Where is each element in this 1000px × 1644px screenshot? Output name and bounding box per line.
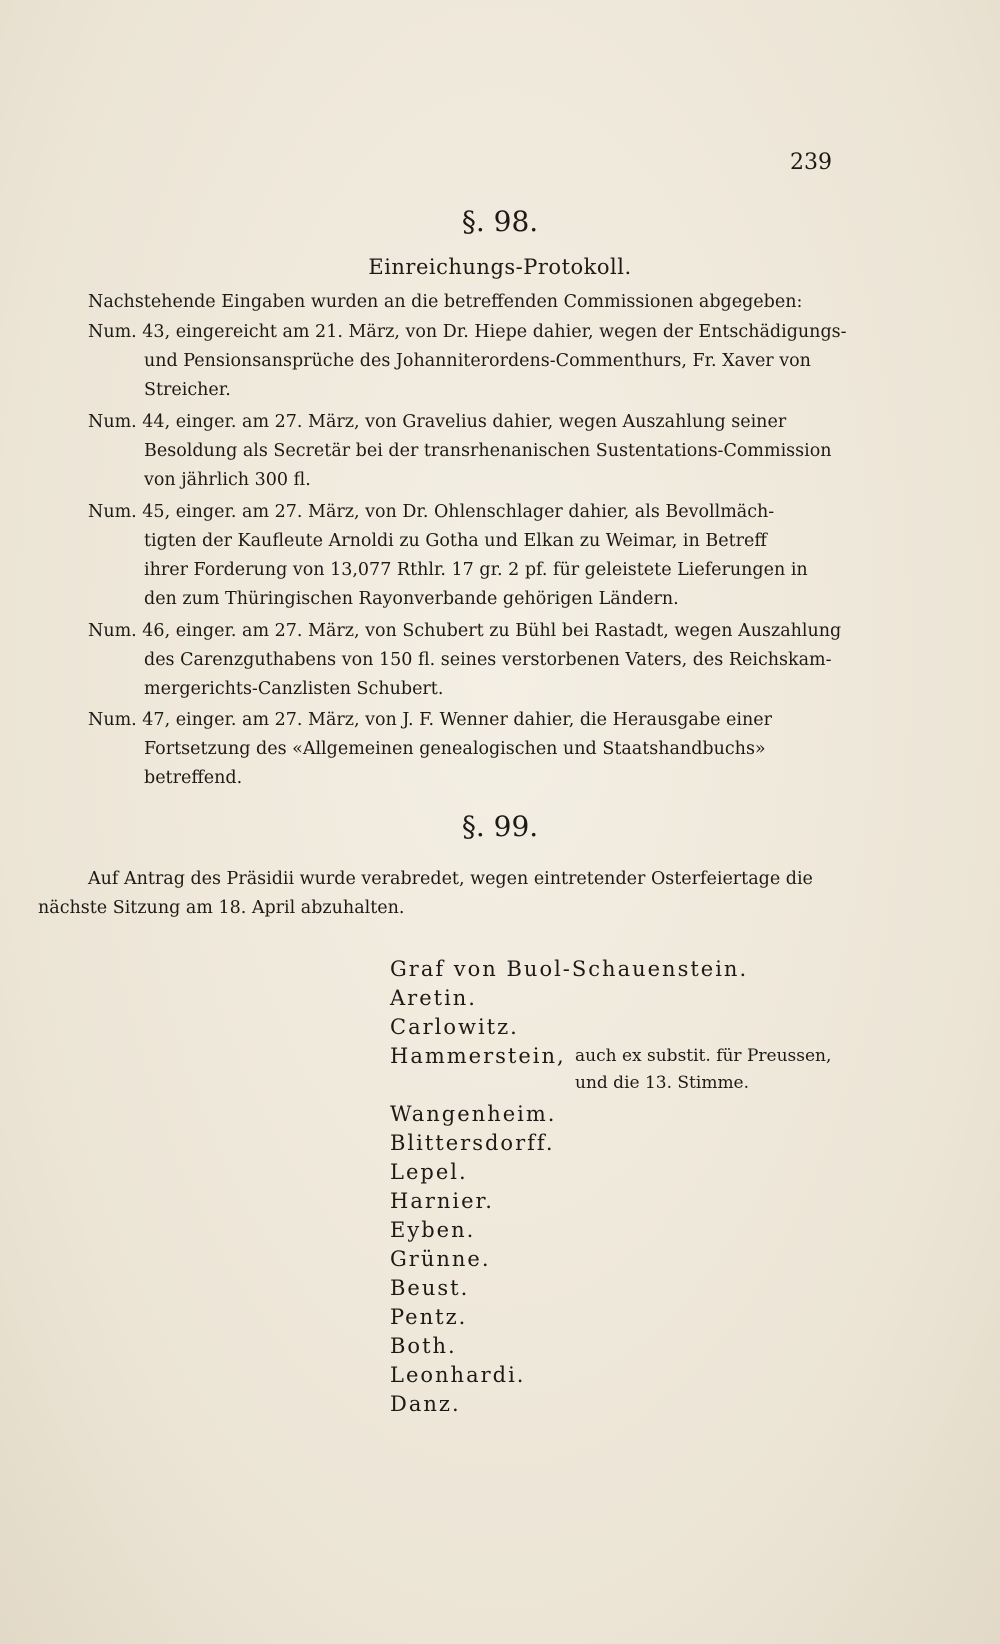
entry-lead: Num. 47, einger. am 27. März, von J. F. Wenner dahier, die Herausgabe einer	[88, 710, 772, 730]
entry-lead: Num. 44, einger. am 27. März, von Gravelius dahier, wegen Auszahlung seiner	[88, 412, 787, 432]
section-99-title: §. 99.	[461, 810, 539, 843]
section-98-intro: Nachstehende Eingaben wurden an die betreffenden Commissionen abgegeben:	[88, 292, 803, 312]
signature-lepel: Lepel.	[390, 1160, 468, 1184]
entry-line: von jährlich 300 fl.	[144, 470, 311, 490]
entry-46	[88, 617, 848, 704]
signature-harnier: Harnier.	[390, 1189, 494, 1213]
hammerstein-note-line-2: und die 13. Stimme.	[575, 1073, 750, 1093]
entry-line: Fortsetzung des «Allgemeinen genealogischen und Staatshandbuchs» betreffend.	[144, 739, 766, 788]
section-99-line-1: Auf Antrag des Präsidii wurde verabredet, wegen eintretender Osterfeiertage die	[88, 869, 813, 889]
entry-line: den zum Thüringischen Rayonverbande gehörigen Ländern.	[144, 589, 679, 609]
signature-beust: Beust.	[390, 1276, 470, 1300]
hammerstein-note-line-1: auch ex substit. für Preussen,	[575, 1046, 832, 1066]
entry-44	[88, 408, 848, 495]
signature-wangenheim: Wangenheim.	[390, 1102, 557, 1126]
signature-carlowitz: Carlowitz.	[390, 1015, 519, 1039]
signature-eyben: Eyben.	[390, 1218, 476, 1242]
section-99-line-2: nächste Sitzung am 18. April abzuhalten.	[38, 898, 405, 918]
signature-leonhardi: Leonhardi.	[390, 1363, 526, 1387]
entry-line: Streicher.	[144, 380, 231, 400]
section-98-title: §. 98.	[461, 205, 539, 238]
signature-hammerstein: Hammerstein,	[390, 1044, 566, 1068]
entry-line: ihrer Forderung von 13,077 Rthlr. 17 gr. 2 pf. für geleistete Lieferungen in	[144, 560, 808, 580]
entry-line: mergerichts-Canzlisten Schubert.	[144, 679, 444, 699]
signature-danz: Danz.	[390, 1392, 461, 1416]
entry-line: Besoldung als Secretär bei der transrhenanischen Sustentations-Commission	[144, 441, 832, 461]
entry-line: des Carenzguthabens von 150 fl. seines verstorbenen Vaters, des Reichskam-	[144, 650, 832, 670]
signature-pentz: Pentz.	[390, 1305, 468, 1329]
signature-blittersdorff: Blittersdorff.	[390, 1131, 555, 1155]
entry-line: und Pensionsansprüche des Johanniterordens-Commenthurs, Fr. Xaver von	[144, 351, 811, 371]
section-98-subtitle: Einreichungs-Protokoll.	[368, 255, 632, 279]
signature-gruenne: Grünne.	[390, 1247, 491, 1271]
signature-aretin: Aretin.	[390, 986, 477, 1010]
entry-45	[88, 498, 848, 614]
entry-lead: Num. 45, einger. am 27. März, von Dr. Ohlenschlager dahier, als Bevollmäch-	[88, 502, 775, 522]
entry-line: tigten der Kaufleute Arnoldi zu Gotha und Elkan zu Weimar, in Betreff	[144, 531, 767, 551]
entry-lead: Num. 46, einger. am 27. März, von Schubert zu Bühl bei Rastadt, wegen Auszahlung	[88, 621, 842, 641]
entry-lead: Num. 43, eingereicht am 21. März, von Dr. Hiepe dahier, wegen der Entschädigungs-	[88, 322, 847, 342]
page-number: 239	[790, 150, 832, 175]
entry-47	[88, 706, 848, 793]
signature-both: Both.	[390, 1334, 457, 1358]
signature-buol: Graf von Buol-Schauenstein.	[390, 957, 749, 981]
entry-43	[88, 318, 848, 405]
